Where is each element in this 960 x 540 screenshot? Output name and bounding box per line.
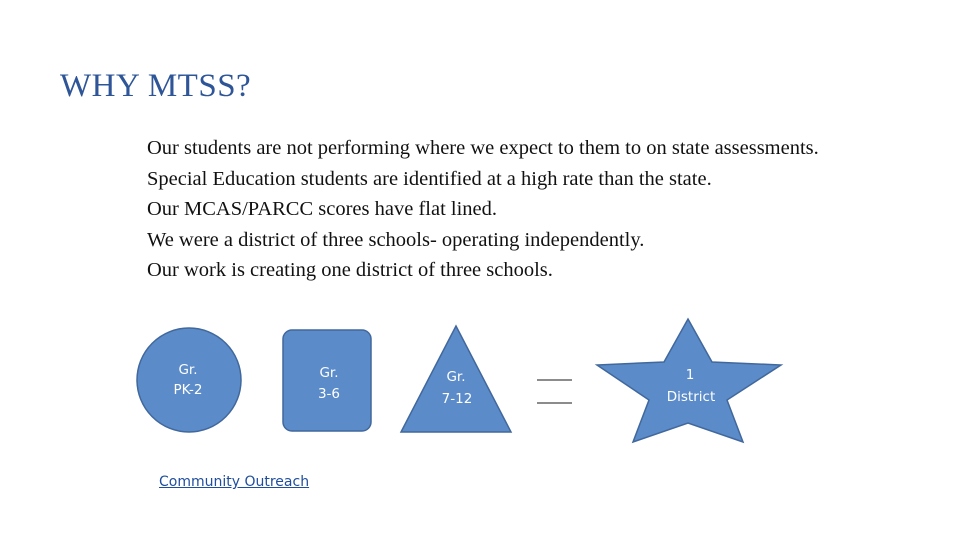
equals-sign <box>537 380 572 403</box>
star-label-line1: 1 <box>685 367 695 383</box>
community-outreach-link[interactable]: Community Outreach <box>159 474 310 490</box>
square-label-line2: 3-6 <box>317 386 341 402</box>
triangle-label-line2: 7-12 <box>441 391 473 407</box>
triangle-shape-7-12 <box>401 326 511 432</box>
slide-title: WHY MTSS? <box>60 68 252 104</box>
circle-label-line2: PK-2 <box>173 382 203 398</box>
square-label-line1: Gr. <box>319 365 339 381</box>
triangle-label-line1: Gr. <box>446 369 466 385</box>
circle-label-line1: Gr. <box>178 362 198 378</box>
rounded-square-shape-3-6 <box>283 330 371 431</box>
bullet-item: Our MCAS/PARCC scores have flat lined. <box>147 198 498 220</box>
bullet-item: Our students are not performing where we expect to them to on state assessments. <box>147 137 819 159</box>
star-shape-district <box>597 319 781 442</box>
bullet-item: Our work is creating one district of three schools. <box>147 259 553 281</box>
bullet-item: Special Education students are identified at a high rate than the state. <box>147 167 712 190</box>
star-label-line2: District <box>666 389 716 405</box>
bullet-item: We were a district of three schools- operating independently. <box>147 228 645 251</box>
circle-shape-pk2 <box>137 328 241 432</box>
